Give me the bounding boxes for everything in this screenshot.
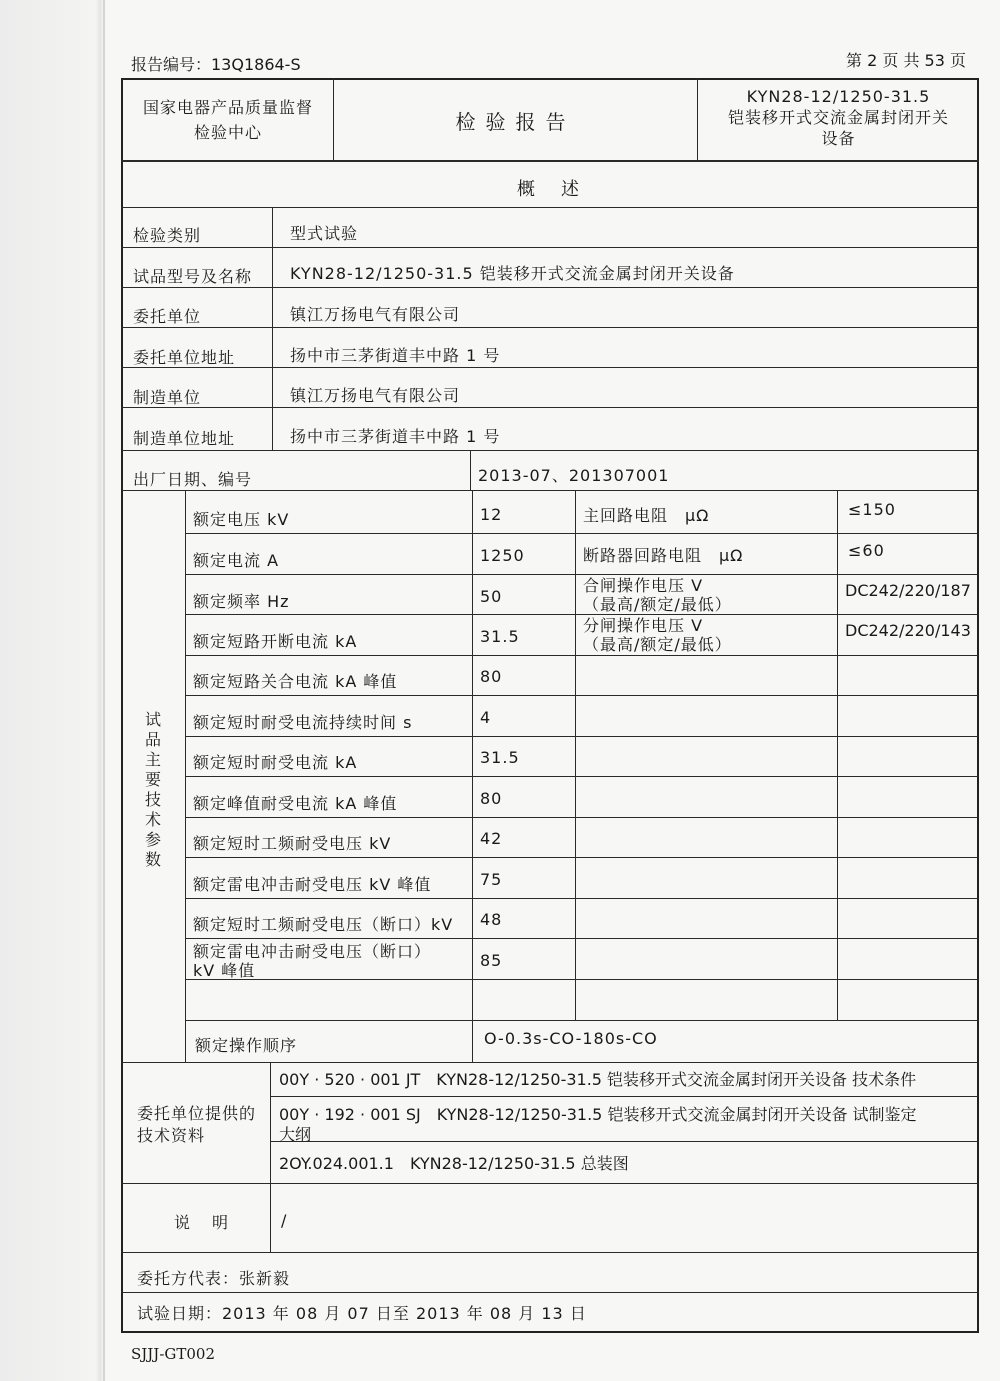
param-value: 48	[480, 910, 503, 929]
tech-doc-item-continued: 大纲	[279, 1125, 312, 1144]
param-right-label-line-2: （最高/额定/最低）	[583, 635, 732, 654]
param-value: 4	[480, 708, 492, 727]
page-shadow	[0, 0, 104, 1381]
value-client-address: 扬中市三茅街道丰中路 1 号	[290, 346, 501, 365]
param-label: 额定频率 Hz	[193, 592, 290, 611]
report-number: 报告编号：13Q1864-S	[131, 55, 301, 74]
param-value: 31.5	[480, 748, 520, 767]
param-right-value: ≤60	[848, 541, 885, 560]
product-model-header	[698, 86, 979, 149]
param-right-label: 断路器回路电阻 μΩ	[583, 546, 744, 565]
rule-param	[185, 695, 979, 696]
tech-docs-label	[137, 1103, 256, 1147]
org-line-1: 国家电器产品质量监督	[142, 98, 313, 117]
rule-params-right-col	[575, 490, 576, 1020]
label-product: 试品型号及名称	[133, 267, 253, 286]
param-right-label-line-1: 分闸操作电压 V	[583, 616, 704, 635]
rule-section-title	[121, 207, 979, 208]
label-manufacturer: 制造单位	[133, 388, 202, 407]
rule-param	[185, 898, 979, 899]
param-value: 75	[480, 870, 503, 889]
param-right-label-two-line	[583, 576, 732, 614]
param-label: 额定短时工频耐受电压（断口）kV	[193, 915, 454, 934]
param-label: 额定电流 A	[193, 551, 280, 570]
tech-docs-label-line-1: 委托单位提供的	[137, 1104, 257, 1123]
rule-header-bottom	[121, 160, 979, 162]
rule-label-col	[272, 207, 273, 450]
rule-param	[185, 857, 979, 858]
form-code: SJJJ-GT002	[131, 1345, 216, 1363]
org-line-2: 检验中心	[193, 123, 262, 142]
rule-row	[121, 407, 979, 408]
label-operation-sequence: 额定操作顺序	[195, 1036, 298, 1055]
label-client: 委托单位	[133, 307, 202, 326]
model-line-2: 铠装移开式交流金属封闭开关	[727, 108, 949, 127]
param-right-value: ≤150	[848, 500, 896, 519]
param-value: 85	[480, 951, 503, 970]
param-label-line-2: kV 峰值	[193, 961, 256, 980]
org-name	[123, 95, 333, 145]
label-factory-date: 出厂日期、编号	[133, 470, 253, 489]
model-line-1: KYN28-12/1250-31.5	[746, 87, 931, 106]
rule-param	[185, 574, 979, 575]
rule-docs-bottom	[121, 1183, 979, 1184]
param-value: 31.5	[480, 627, 520, 646]
param-right-label-line-1: 合闸操作电压 V	[583, 576, 704, 595]
param-label-line-1: 额定雷电冲击耐受电压（断口）	[193, 942, 432, 961]
label-test-type: 检验类别	[133, 226, 202, 245]
value-manufacturer-address: 扬中市三茅街道丰中路 1 号	[290, 427, 501, 446]
param-right-label-line-2: （最高/额定/最低）	[583, 595, 732, 614]
value-product: KYN28-12/1250-31.5 铠装移开式交流金属封闭开关设备	[290, 264, 735, 283]
param-label: 额定短时工频耐受电压 kV	[193, 834, 392, 853]
client-representative: 委托方代表：张新毅	[137, 1269, 291, 1288]
rule-row	[121, 490, 979, 491]
rule-rep-bottom	[121, 1292, 979, 1293]
param-right-value: DC242/220/143	[845, 621, 971, 640]
param-label: 额定短路开断电流 kA	[193, 632, 358, 651]
rule-row	[121, 287, 979, 288]
page-info: 第 2 页 共 53 页	[846, 51, 966, 70]
page-edge	[103, 0, 105, 1381]
rule-row	[121, 327, 979, 328]
report-title: 检验报告	[455, 110, 576, 134]
value-operation-sequence: O-0.3s-CO-180s-CO	[484, 1029, 658, 1048]
tech-doc-item: 00Y · 520 · 001 JT KYN28-12/1250-31.5 铠装移开式交流金属封闭开关设备 技术条件	[279, 1070, 917, 1089]
rule-param	[185, 533, 979, 534]
param-value: 1250	[480, 546, 525, 565]
tech-doc-item: 2OY.024.001.1 KYN28-12/1250-31.5 总装图	[279, 1154, 629, 1173]
rule-doc	[270, 1141, 979, 1142]
value-manufacturer: 镇江万扬电气有限公司	[290, 386, 461, 405]
param-label: 额定短时耐受电流持续时间 s	[193, 713, 413, 732]
rule-row	[121, 247, 979, 248]
section-title: 概 述	[517, 179, 583, 200]
rule-param	[185, 938, 979, 939]
param-value: 80	[480, 789, 503, 808]
label-notes: 说 明	[174, 1213, 232, 1232]
rule-param	[185, 1020, 979, 1021]
param-value: 80	[480, 667, 503, 686]
label-client-address: 委托单位地址	[133, 348, 236, 367]
rule-row	[121, 450, 979, 451]
param-label: 额定峰值耐受电流 kA 峰值	[193, 794, 398, 813]
param-value: 50	[480, 587, 503, 606]
rule-params-label-col	[185, 490, 186, 1062]
param-right-label: 主回路电阻 μΩ	[583, 506, 710, 525]
rule-notes-bottom	[121, 1252, 979, 1253]
rule-date-col	[470, 450, 471, 490]
label-manufacturer-address: 制造单位地址	[133, 429, 236, 448]
rule-params-right-value-col	[837, 490, 838, 1020]
param-label: 额定短路关合电流 kA 峰值	[193, 672, 398, 691]
rule-params-value-col	[472, 490, 473, 1062]
rule-params-bottom	[121, 1062, 979, 1063]
tech-doc-item: 00Y · 192 · 001 SJ KYN28-12/1250-31.5 铠装移开式交流金属封闭开关设备 试制鉴定	[279, 1105, 917, 1124]
param-right-value: DC242/220/187	[845, 581, 971, 600]
rule-param	[185, 655, 979, 656]
rule-param	[185, 776, 979, 777]
rule-param	[185, 614, 979, 615]
rule-param	[185, 736, 979, 737]
param-label: 额定短时耐受电流 kA	[193, 753, 358, 772]
rule-row	[121, 367, 979, 368]
rule-doc	[270, 1096, 979, 1097]
param-label: 额定电压 kV	[193, 510, 290, 529]
value-factory-date: 2013-07、201307001	[478, 466, 670, 485]
tech-docs-label-line-2: 技术资料	[137, 1126, 206, 1145]
test-date: 试验日期：2013 年 08 月 07 日至 2013 年 08 月 13 日	[137, 1304, 587, 1323]
params-vertical-label: 试 品 主 要 技 术 参 数	[144, 710, 161, 869]
param-value: 42	[480, 829, 503, 848]
param-right-label-two-line	[583, 616, 732, 654]
param-label: 额定雷电冲击耐受电压 kV 峰值	[193, 875, 432, 894]
model-line-3: 设备	[821, 129, 856, 148]
value-client: 镇江万扬电气有限公司	[290, 305, 461, 324]
param-value: 12	[480, 505, 503, 524]
value-notes: /	[281, 1211, 288, 1230]
rule-docs-label-col	[270, 1062, 271, 1252]
param-label-two-line	[193, 942, 431, 980]
value-test-type: 型式试验	[290, 224, 359, 243]
rule-param	[185, 817, 979, 818]
